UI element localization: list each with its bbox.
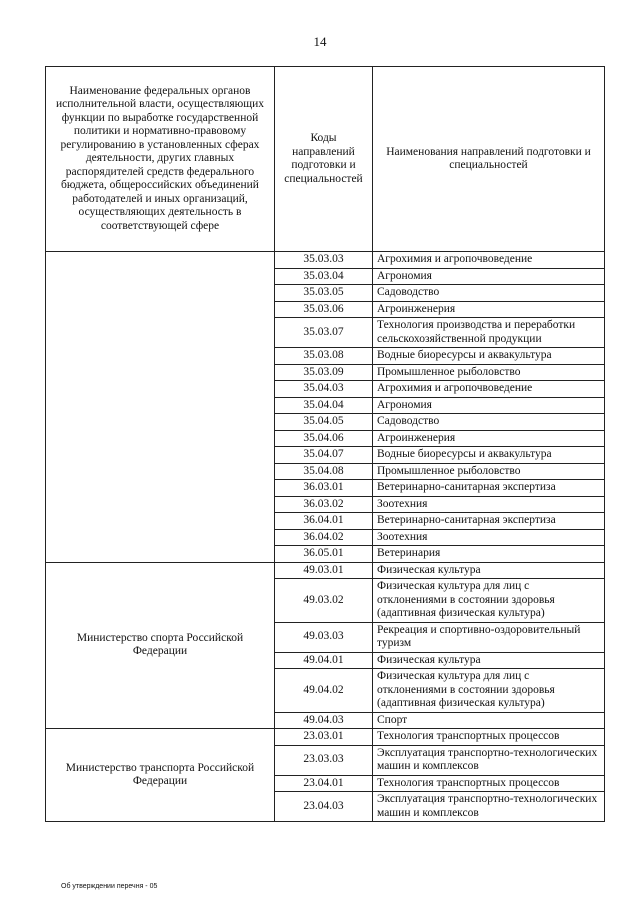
- specialty-name-cell: Технология производства и переработки сельскохозяйственной продукции: [373, 318, 605, 348]
- specialties-table: [45, 66, 605, 822]
- specialty-name-cell: Технология транспортных процессов: [373, 729, 605, 746]
- specialty-name-cell: Промышленное рыболовство: [373, 463, 605, 480]
- specialty-name-cell: Водные биоресурсы и аквакультура: [373, 447, 605, 464]
- specialty-name-cell: Агрохимия и агропочвоведение: [373, 381, 605, 398]
- table-row: [46, 562, 605, 579]
- code-cell: 23.04.01: [275, 775, 373, 792]
- code-cell: 36.03.02: [275, 496, 373, 513]
- specialty-name-cell: Физическая культура: [373, 562, 605, 579]
- header-agency: Наименование федеральных органов исполнительной власти, осуществляющих функции по выработке государственной политики и нормативно-правовому регулированию в установленных сферах деятельности, других главных распорядителей средств федерального бюджета, общероссийских объединений работодателей и иных организаций, осуществляющих деятельность в соответствующей сфере: [46, 67, 275, 252]
- header-codes: Коды направлений подготовки и специальностей: [275, 67, 373, 252]
- code-cell: 49.04.03: [275, 712, 373, 729]
- code-cell: 23.03.01: [275, 729, 373, 746]
- specialty-name-cell: Эксплуатация транспортно-технологических машин и комплексов: [373, 792, 605, 822]
- code-cell: 35.03.05: [275, 285, 373, 302]
- code-cell: 49.04.01: [275, 652, 373, 669]
- code-cell: 49.03.02: [275, 579, 373, 623]
- code-cell: 35.03.06: [275, 301, 373, 318]
- specialty-name-cell: Агрономия: [373, 397, 605, 414]
- table-body: [46, 252, 605, 822]
- specialty-name-cell: Физическая культура для лиц с отклонениями в состоянии здоровья (адаптивная физическая культура): [373, 579, 605, 623]
- specialty-name-cell: Зоотехния: [373, 496, 605, 513]
- specialty-name-cell: Промышленное рыболовство: [373, 364, 605, 381]
- agency-cell: Министерство спорта Российской Федерации: [46, 562, 275, 729]
- code-cell: 35.03.08: [275, 348, 373, 365]
- specialty-name-cell: Ветеринарно-санитарная экспертиза: [373, 513, 605, 530]
- specialty-name-cell: Спорт: [373, 712, 605, 729]
- code-cell: 36.04.01: [275, 513, 373, 530]
- specialty-name-cell: Рекреация и спортивно-оздоровительный туризм: [373, 622, 605, 652]
- agency-cell: [46, 252, 275, 563]
- code-cell: 36.04.02: [275, 529, 373, 546]
- code-cell: 49.03.03: [275, 622, 373, 652]
- code-cell: 35.04.07: [275, 447, 373, 464]
- specialty-name-cell: Ветеринарно-санитарная экспертиза: [373, 480, 605, 497]
- specialty-name-cell: Водные биоресурсы и аквакультура: [373, 348, 605, 365]
- specialty-name-cell: Агроинженерия: [373, 301, 605, 318]
- table-header-row: [46, 67, 605, 252]
- code-cell: 35.04.05: [275, 414, 373, 431]
- footer-note: Об утверждении перечня - 05: [61, 883, 158, 890]
- code-cell: 35.03.04: [275, 268, 373, 285]
- specialty-name-cell: Эксплуатация транспортно-технологических машин и комплексов: [373, 745, 605, 775]
- code-cell: 49.04.02: [275, 669, 373, 713]
- specialty-name-cell: Ветеринария: [373, 546, 605, 563]
- header-names: Наименования направлений подготовки и специальностей: [373, 67, 605, 252]
- code-cell: 35.04.03: [275, 381, 373, 398]
- specialty-name-cell: Физическая культура для лиц с отклонениями в состоянии здоровья (адаптивная физическая культура): [373, 669, 605, 713]
- table-row: [46, 252, 605, 269]
- table-row: [46, 729, 605, 746]
- specialty-name-cell: Зоотехния: [373, 529, 605, 546]
- code-cell: 35.04.08: [275, 463, 373, 480]
- specialty-name-cell: Агрономия: [373, 268, 605, 285]
- code-cell: 36.05.01: [275, 546, 373, 563]
- page-number: 14: [313, 34, 327, 49]
- code-cell: 35.03.09: [275, 364, 373, 381]
- specialty-name-cell: Физическая культура: [373, 652, 605, 669]
- agency-cell: Министерство транспорта Российской Федерации: [46, 729, 275, 822]
- specialty-name-cell: Садоводство: [373, 285, 605, 302]
- code-cell: 35.04.04: [275, 397, 373, 414]
- code-cell: 49.03.01: [275, 562, 373, 579]
- specialty-name-cell: Агрохимия и агропочвоведение: [373, 252, 605, 269]
- specialty-name-cell: Технология транспортных процессов: [373, 775, 605, 792]
- code-cell: 36.03.01: [275, 480, 373, 497]
- code-cell: 35.04.06: [275, 430, 373, 447]
- code-cell: 35.03.07: [275, 318, 373, 348]
- code-cell: 23.03.03: [275, 745, 373, 775]
- specialty-name-cell: Садоводство: [373, 414, 605, 431]
- specialty-name-cell: Агроинженерия: [373, 430, 605, 447]
- code-cell: 23.04.03: [275, 792, 373, 822]
- code-cell: 35.03.03: [275, 252, 373, 269]
